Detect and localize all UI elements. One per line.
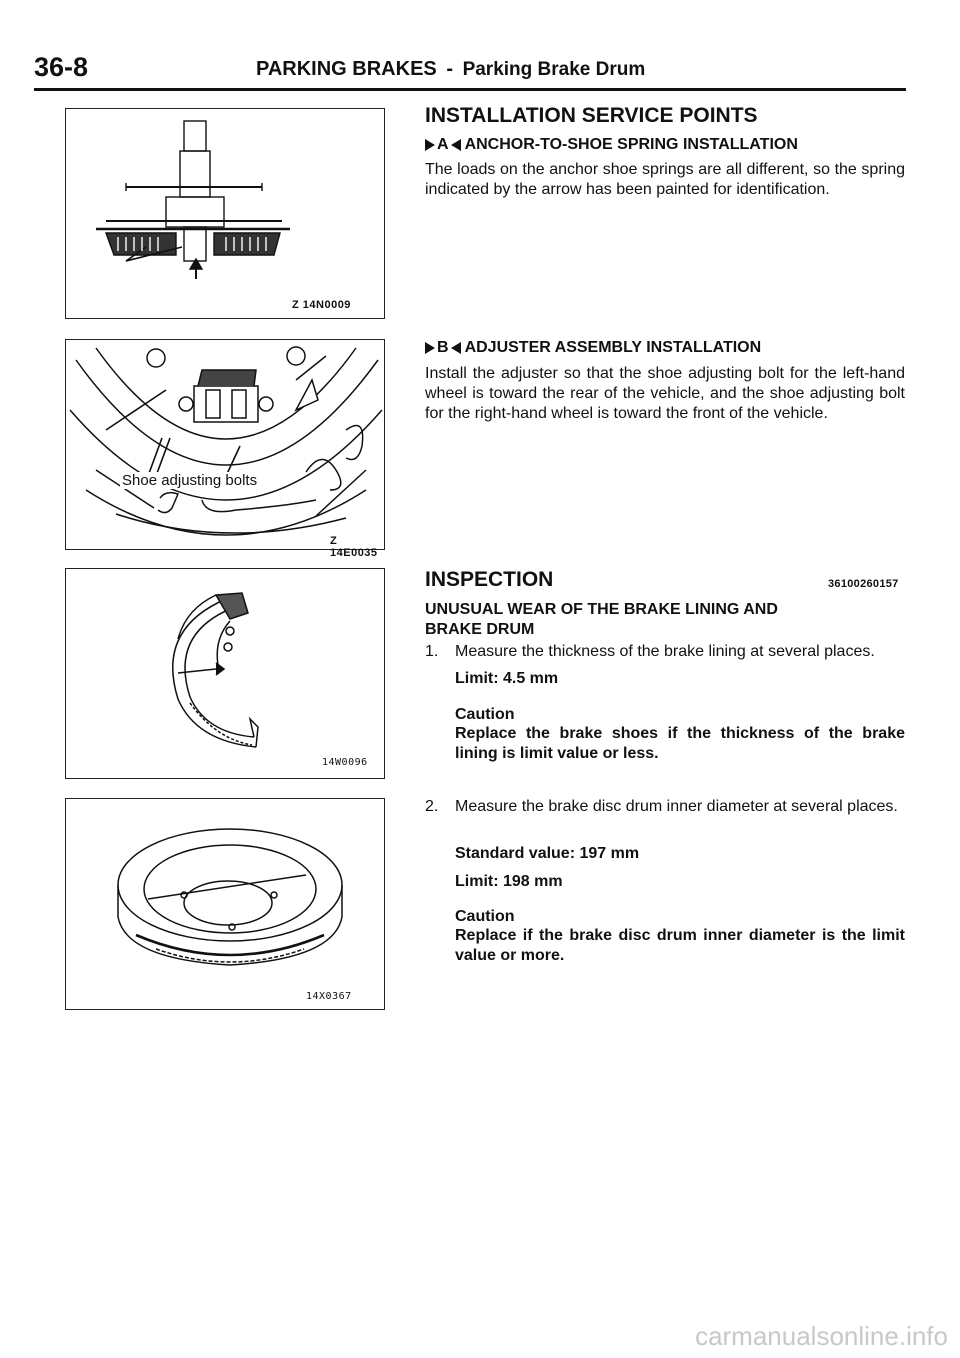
limit-value: Limit: 198 mm xyxy=(455,873,563,890)
step-a-title: ANCHOR-TO-SHOE SPRING INSTALLATION xyxy=(464,136,798,153)
figure-anchor-spring xyxy=(65,108,385,319)
caution-text: Replace if the brake disc drum inner diameter is the limit value or more. xyxy=(455,927,905,964)
anchor-spring-illustration xyxy=(66,109,386,320)
caution-label: Caution xyxy=(455,706,515,723)
figure-brake-shoe xyxy=(65,568,385,779)
step-b-text: Install the adjuster so that the shoe adjusting bolt for the left-hand wheel is toward the rear of the vehicle, and the shoe adjusting bolt for the right-hand wheel is toward the front of the vehicle. xyxy=(425,365,905,422)
brake-drum-illustration xyxy=(66,799,386,1011)
inspection-code: 36100260157 xyxy=(828,578,899,590)
section-title: PARKING BRAKES xyxy=(256,58,437,80)
inspection-item-1 xyxy=(425,642,905,772)
shoe-adjusting-bolts-label: Shoe adjusting bolts xyxy=(122,472,258,489)
inspection-subtitle xyxy=(425,600,905,640)
limit-value: Limit: 4.5 mm xyxy=(455,670,559,687)
figure-code: Z 14N0009 xyxy=(292,299,351,311)
marker-right-icon xyxy=(425,342,435,354)
marker-left-icon xyxy=(451,342,461,354)
watermark: carmanualsonline.info xyxy=(695,1321,948,1351)
figure-code: 14X0367 xyxy=(306,991,352,1002)
inspection-subtitle-line1: UNUSUAL WEAR OF THE BRAKE LINING AND xyxy=(425,601,778,618)
page-heading xyxy=(256,58,645,81)
caution-text: Replace the brake shoes if the thickness of the brake lining is limit value or less. xyxy=(455,725,905,762)
installation-title: INSTALLATION SERVICE POINTS xyxy=(425,104,758,127)
step-b-marker: B xyxy=(437,339,449,356)
marker-left-icon xyxy=(451,139,461,151)
page-number: 36-8 xyxy=(34,52,89,82)
item-number: 2. xyxy=(425,798,439,815)
figure-code: 14W0096 xyxy=(322,757,368,768)
step-b-heading xyxy=(425,339,905,357)
header-rule xyxy=(34,88,906,91)
figure-brake-drum xyxy=(65,798,385,1010)
item-text: Measure the thickness of the brake lining at several places. xyxy=(455,643,875,660)
subsection-title: Parking Brake Drum xyxy=(462,59,646,80)
item-number: 1. xyxy=(425,643,439,660)
inspection-subtitle-line2: BRAKE DRUM xyxy=(425,621,535,638)
item-text: Measure the brake disc drum inner diameter at several places. xyxy=(455,798,898,815)
marker-right-icon xyxy=(425,139,435,151)
figure-adjuster xyxy=(65,339,385,559)
heading-separator: - xyxy=(446,58,453,80)
step-a-heading xyxy=(425,136,905,154)
inspection-title: INSPECTION xyxy=(425,568,554,591)
inspection-item-2 xyxy=(425,797,905,967)
caution-label: Caution xyxy=(455,908,515,925)
step-a-marker: A xyxy=(437,136,449,153)
step-b-title: ADJUSTER ASSEMBLY INSTALLATION xyxy=(464,339,762,356)
standard-value: Standard value: 197 mm xyxy=(455,845,640,862)
step-a-text: The loads on the anchor shoe springs are all different, so the spring indicated by the arrow has been painted for identification. xyxy=(425,161,905,198)
brake-shoe-illustration xyxy=(66,569,386,780)
adjuster-illustration xyxy=(66,340,386,551)
figure-code: Z 14E0035 xyxy=(330,535,378,559)
